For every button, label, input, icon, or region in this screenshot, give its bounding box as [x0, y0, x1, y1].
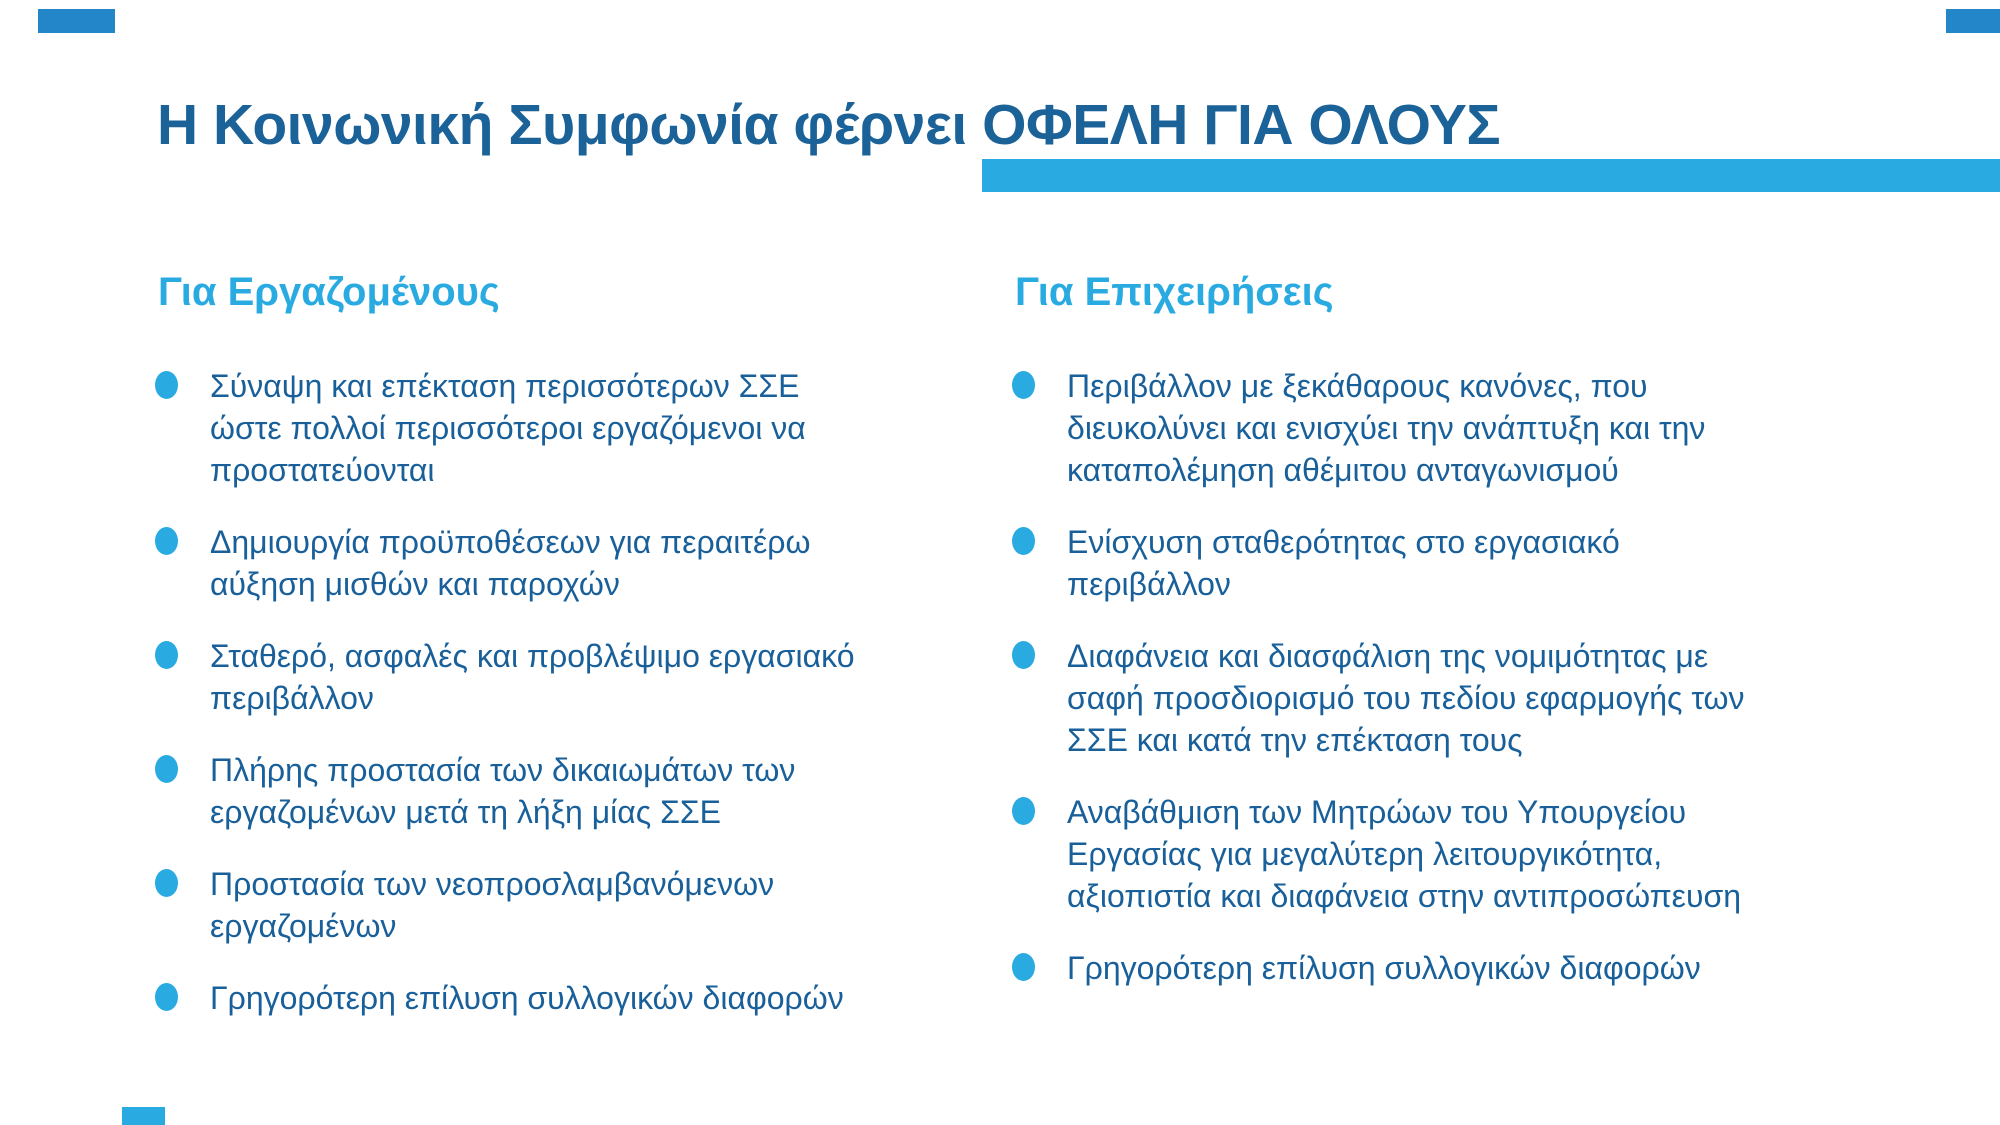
bullet-text-line: καταπολέμηση αθέμιτου ανταγωνισμού	[1067, 452, 1619, 488]
bullet-text	[210, 863, 774, 947]
bullet-text	[210, 365, 806, 491]
bullet-dot-icon	[155, 755, 178, 783]
list-item	[1012, 365, 1752, 491]
bullet-text-line: ΣΣΕ και κατά την επέκταση τους	[1067, 722, 1523, 758]
bullet-text	[210, 749, 795, 833]
bullet-text-line: Δημιουργία προϋποθέσεων για περαιτέρω	[210, 524, 811, 560]
list-item	[1012, 791, 1752, 917]
bullet-text	[210, 521, 810, 605]
corner-accent-top-right	[1946, 9, 2000, 33]
list-item	[155, 977, 895, 1019]
bullet-text-line: Προστασία των νεοπροσλαμβανόμενων	[210, 866, 775, 902]
bullet-text-line: Σταθερό, ασφαλές και προβλέψιμο εργασιακό	[210, 638, 855, 674]
bullet-text	[1067, 791, 1741, 917]
bullet-text	[210, 977, 844, 1019]
bullet-text-line: περιβάλλον	[1067, 566, 1231, 602]
bullet-text-line: Σύναψη και επέκταση περισσότερων ΣΣΕ	[210, 368, 800, 404]
bullet-text-line: περιβάλλον	[210, 680, 374, 716]
bullet-text-line: Διαφάνεια και διασφάλιση της νομιμότητας με	[1067, 638, 1709, 674]
bullet-dot-icon	[1012, 797, 1035, 825]
column-heading-workers: Για Εργαζομένους	[158, 270, 500, 314]
bullet-text-line: Αναβάθμιση των Μητρώων του Υπουργείου	[1067, 794, 1687, 830]
bullet-dot-icon	[155, 641, 178, 669]
bullet-text	[1067, 947, 1701, 989]
corner-accent-bottom-left	[122, 1107, 165, 1125]
bullet-text-line: ώστε πολλοί περισσότεροι εργαζόμενοι να	[210, 410, 806, 446]
bullet-text-line: προστατεύονται	[210, 452, 435, 488]
bullet-list-workers	[155, 365, 895, 1019]
list-item	[155, 863, 895, 947]
column-businesses	[1012, 268, 1752, 1019]
bullet-text-line: σαφή προσδιορισμό του πεδίου εφαρμογής των	[1067, 680, 1745, 716]
bullet-text-line: Περιβάλλον με ξεκάθαρους κανόνες, που	[1067, 368, 1648, 404]
bullet-text-line: εργαζομένων μετά τη λήξη μίας ΣΣΕ	[210, 794, 721, 830]
list-item	[1012, 947, 1752, 989]
bullet-dot-icon	[1012, 953, 1035, 981]
list-item	[155, 635, 895, 719]
corner-accent-top-left	[38, 9, 115, 33]
column-heading-businesses: Για Επιχειρήσεις	[1015, 270, 1334, 314]
title-underline-bar	[982, 159, 2000, 192]
bullet-list-businesses	[1012, 365, 1752, 989]
bullet-text	[210, 635, 855, 719]
bullet-dot-icon	[1012, 641, 1035, 669]
bullet-dot-icon	[155, 527, 178, 555]
bullet-text-line: εργαζομένων	[210, 908, 397, 944]
bullet-text-line: Εργασίας για μεγαλύτερη λειτουργικότητα,	[1067, 836, 1663, 872]
bullet-text-line: Γρηγορότερη επίλυση συλλογικών διαφορών	[1067, 950, 1701, 986]
column-workers	[155, 268, 895, 1049]
bullet-text	[1067, 635, 1744, 761]
list-item	[1012, 521, 1752, 605]
list-item	[155, 749, 895, 833]
bullet-text-line: αξιοπιστία και διαφάνεια στην αντιπροσώπευση	[1067, 878, 1741, 914]
bullet-text-line: Πλήρης προστασία των δικαιωμάτων των	[210, 752, 796, 788]
bullet-dot-icon	[1012, 371, 1035, 399]
bullet-dot-icon	[155, 371, 178, 399]
bullet-text-line: διευκολύνει και ενισχύει την ανάπτυξη και την	[1067, 410, 1706, 446]
bullet-text-line: Γρηγορότερη επίλυση συλλογικών διαφορών	[210, 980, 844, 1016]
bullet-text-line: Ενίσχυση σταθερότητας στο εργασιακό	[1067, 524, 1620, 560]
bullet-dot-icon	[155, 869, 178, 897]
bullet-text	[1067, 521, 1620, 605]
bullet-text	[1067, 365, 1705, 491]
list-item	[155, 521, 895, 605]
slide-title: Η Κοινωνική Συμφωνία φέρνει ΟΦΕΛΗ ΓΙΑ ΟΛΟΥΣ	[157, 93, 1501, 157]
list-item	[155, 365, 895, 491]
list-item	[1012, 635, 1752, 761]
bullet-text-line: αύξηση μισθών και παροχών	[210, 566, 620, 602]
bullet-dot-icon	[155, 983, 178, 1011]
bullet-dot-icon	[1012, 527, 1035, 555]
